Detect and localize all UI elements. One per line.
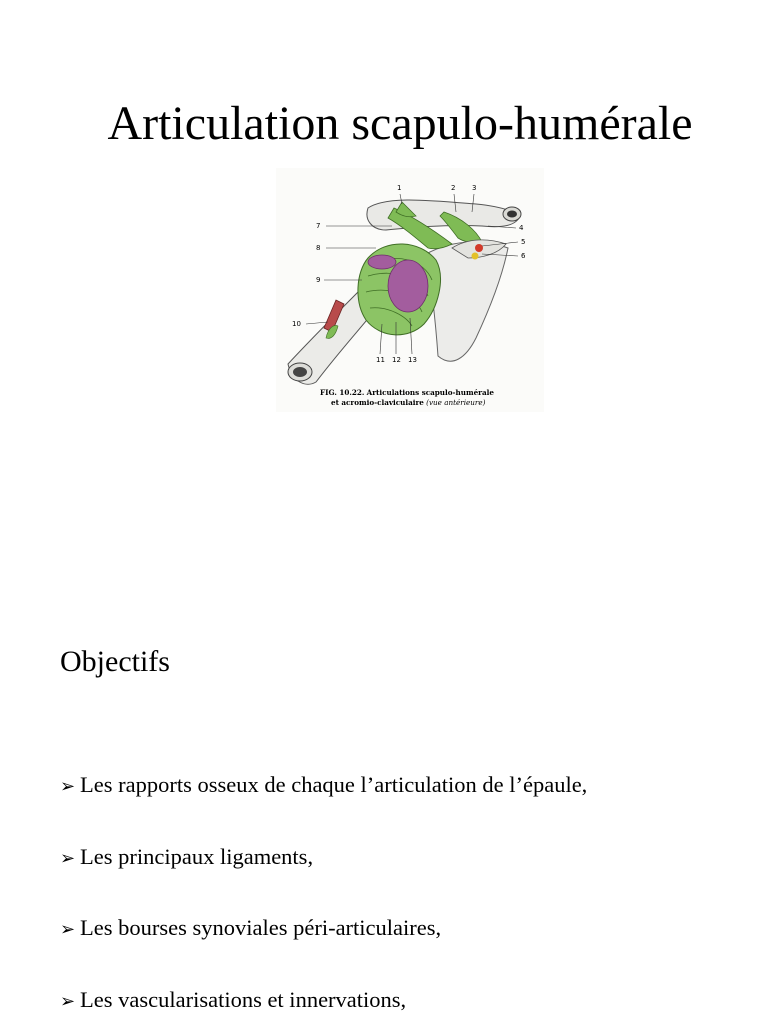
- caption-line-2: [320, 398, 520, 408]
- figure-label-6: 6: [521, 252, 526, 260]
- objective-text: Les bourses synoviales péri-articulaires,: [80, 915, 442, 940]
- figure-label-4: 4: [519, 224, 524, 232]
- bullet-arrow-icon: ➢: [60, 919, 76, 940]
- figure-label-3: 3: [472, 184, 477, 192]
- figure-label-11: 11: [376, 356, 385, 364]
- caption-main: Articulations scapulo-humérale: [366, 388, 494, 397]
- figure-caption: [320, 388, 520, 408]
- slide-title: Articulation scapulo-humérale: [107, 97, 693, 150]
- caption-italic: (vue antérieure): [426, 398, 486, 407]
- objective-item: [60, 985, 406, 1017]
- anatomy-figure: [276, 168, 544, 412]
- objective-text: Les principaux ligaments,: [80, 844, 314, 869]
- caption-line2-text: et acromio-claviculaire: [331, 398, 424, 407]
- objective-text: Les vascularisations et innervations,: [80, 987, 407, 1012]
- figure-label-13: 13: [408, 356, 417, 364]
- objective-item: [60, 770, 587, 802]
- figure-label-1: 1: [397, 184, 402, 192]
- objective-item: [60, 913, 441, 945]
- figure-label-2: 2: [451, 184, 456, 192]
- figure-label-8: 8: [316, 244, 321, 252]
- figure-label-12: 12: [392, 356, 401, 364]
- figure-label-9: 9: [316, 276, 321, 284]
- caption-prefix: FIG. 10.22.: [320, 388, 365, 397]
- section-heading: Objectifs: [60, 645, 170, 678]
- figure-label-5: 5: [521, 238, 526, 246]
- bullet-arrow-icon: ➢: [60, 991, 76, 1012]
- bullet-arrow-icon: ➢: [60, 848, 76, 869]
- figure-label-7: 7: [316, 222, 321, 230]
- bullet-arrow-icon: ➢: [60, 776, 76, 797]
- objective-text: Les rapports osseux de chaque l’articulation de l’épaule,: [80, 772, 588, 797]
- objective-item: [60, 842, 313, 874]
- caption-line-1: [320, 388, 520, 398]
- figure-label-10: 10: [292, 320, 301, 328]
- shoulder-joint-illustration: [276, 168, 544, 412]
